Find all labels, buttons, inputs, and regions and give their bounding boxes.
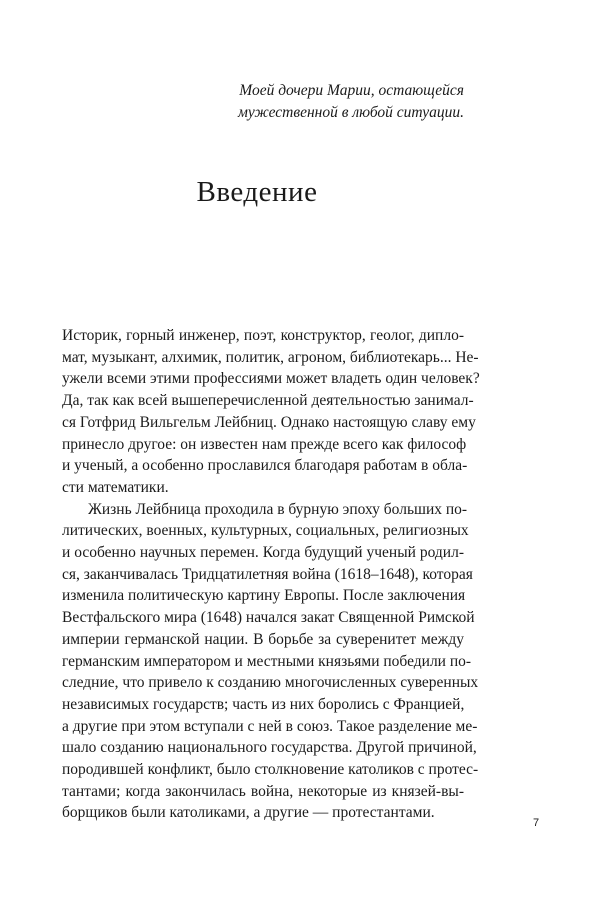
chapter-title: Введение <box>196 176 318 208</box>
text-line: следние, что привело к созданию многочисленных суверенных <box>62 674 479 692</box>
text-line: литических, военных, культурных, социальных, религиозных <box>62 522 469 540</box>
paragraph-1 <box>62 325 480 499</box>
text-line: Жизнь Лейбница проходила в бурную эпоху больших по- <box>88 500 468 518</box>
text-line: Да, так как всей вышеперечисленной деятельностью занимал- <box>62 392 474 410</box>
body-text <box>62 325 480 824</box>
text-line: а другие при этом вступали с ней в союз. Такое разделение ме- <box>62 717 478 735</box>
epigraph-line: Моей дочери Марии, остающейся <box>239 82 464 99</box>
text-line: породившей конфликт, было столкновение католиков с протес- <box>62 761 479 779</box>
text-line: и ученый, а особенно прославился благодаря работам в обла- <box>62 457 468 475</box>
text-line: ся Готфрид Вильгельм Лейбниц. Однако настоящую славу ему <box>62 413 476 431</box>
paragraph-2 <box>62 499 479 825</box>
text-line: Историк, горный инженер, поэт, конструктор, геолог, дипло- <box>62 327 464 344</box>
page-number: 7 <box>533 817 540 829</box>
text-line: империи германской нации. В борьбе за суверенитет между <box>62 630 464 648</box>
text-line: мат, музыкант, алхимик, политик, агроном, библиотекарь... Не- <box>62 348 479 366</box>
text-line: борщиков были католиками, а другие — протестантами. <box>62 804 435 822</box>
text-line: шало созданию национального государства. Другой причиной, <box>62 739 477 757</box>
text-line: изменила политическую картину Европы. После заключения <box>62 587 466 605</box>
epigraph-line: мужественной в любой ситуации. <box>238 104 464 121</box>
text-line: тантами; когда закончилась война, некоторые из князей-вы- <box>62 782 464 800</box>
text-line: и особенно научных перемен. Когда будущий ученый родил- <box>62 544 464 562</box>
text-line: независимых государств; часть из них боролись с Францией, <box>62 695 465 713</box>
text-line: ся, заканчивалась Тридцатилетняя война (1618–1648), которая <box>62 565 473 583</box>
text-line: сти математики. <box>62 478 169 496</box>
text-line: Вестфальского мира (1648) начался закат Священной Римской <box>62 609 475 627</box>
text-line: германским императором и местными князьями победили по- <box>62 652 472 670</box>
text-line: принесло другое: он известен нам прежде всего как философ <box>62 435 467 453</box>
text-line: ужели всеми этими профессиями может владеть один человек? <box>62 370 480 388</box>
epigraph <box>124 80 464 124</box>
